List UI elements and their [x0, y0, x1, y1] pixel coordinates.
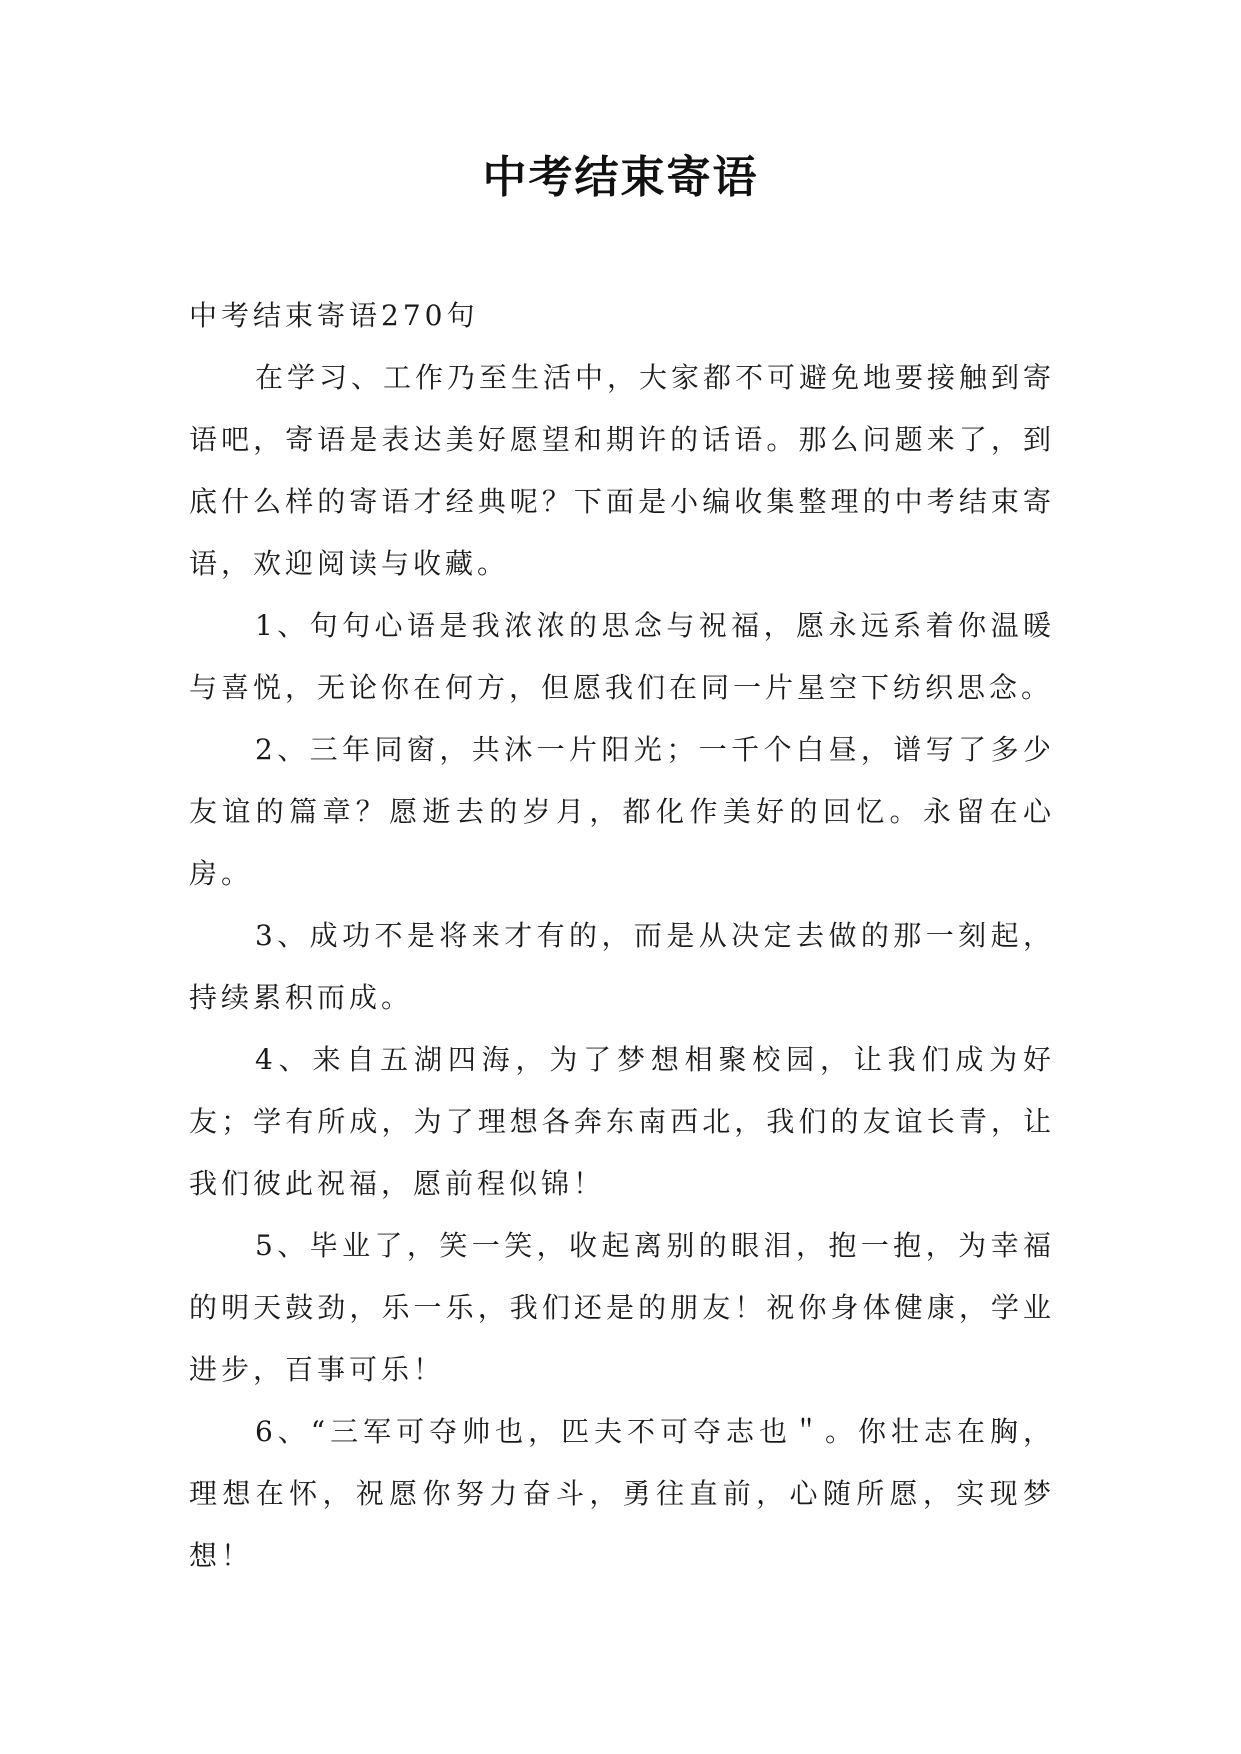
- intro-paragraph: 在学习、工作乃至生活中，大家都不可避免地要接触到寄语吧，寄语是表达美好愿望和期许的话语。那么问题来了，到底什么样的寄语才经典呢？下面是小编收集整理的中考结束寄语，欢迎阅读与收藏。: [189, 361, 1056, 580]
- document-body: [189, 285, 1055, 1587]
- wish-paragraph-5: 5、毕业了，笑一笑，收起离别的眼泪，抱一抱，为幸福的明天鼓劲，乐一乐，我们还是的朋友！祝你身体健康，学业进步，百事可乐！: [189, 1229, 1055, 1386]
- wish-paragraph-3: 3、成功不是将来才有的，而是从决定去做的那一刻起，持续累积而成。: [189, 919, 1055, 1014]
- wish-paragraph-4: 4、来自五湖四海，为了梦想相聚校园，让我们成为好友；学有所成，为了理想各奔东南西北，我们的友谊长青，让我们彼此祝福，愿前程似锦！: [189, 1043, 1055, 1200]
- document-subtitle: 中考结束寄语270句: [189, 299, 479, 332]
- wish-paragraph-1: 1、句句心语是我浓浓的思念与祝福，愿永远系着你温暖与喜悦，无论你在何方，但愿我们在同一片星空下纺织思念。: [189, 609, 1055, 704]
- wish-paragraph-6: 6、“三军可夺帅也，匹夫不可夺志也＂。你壮志在胸，理想在怀，祝愿你努力奋斗，勇往直前，心随所愿，实现梦想！: [189, 1415, 1055, 1572]
- wish-paragraph-2: 2、三年同窗，共沐一片阳光；一千个白昼，谱写了多少友谊的篇章？愿逝去的岁月，都化作美好的回忆。永留在心房。: [189, 733, 1055, 890]
- page-title: 中考结束寄语: [482, 152, 759, 203]
